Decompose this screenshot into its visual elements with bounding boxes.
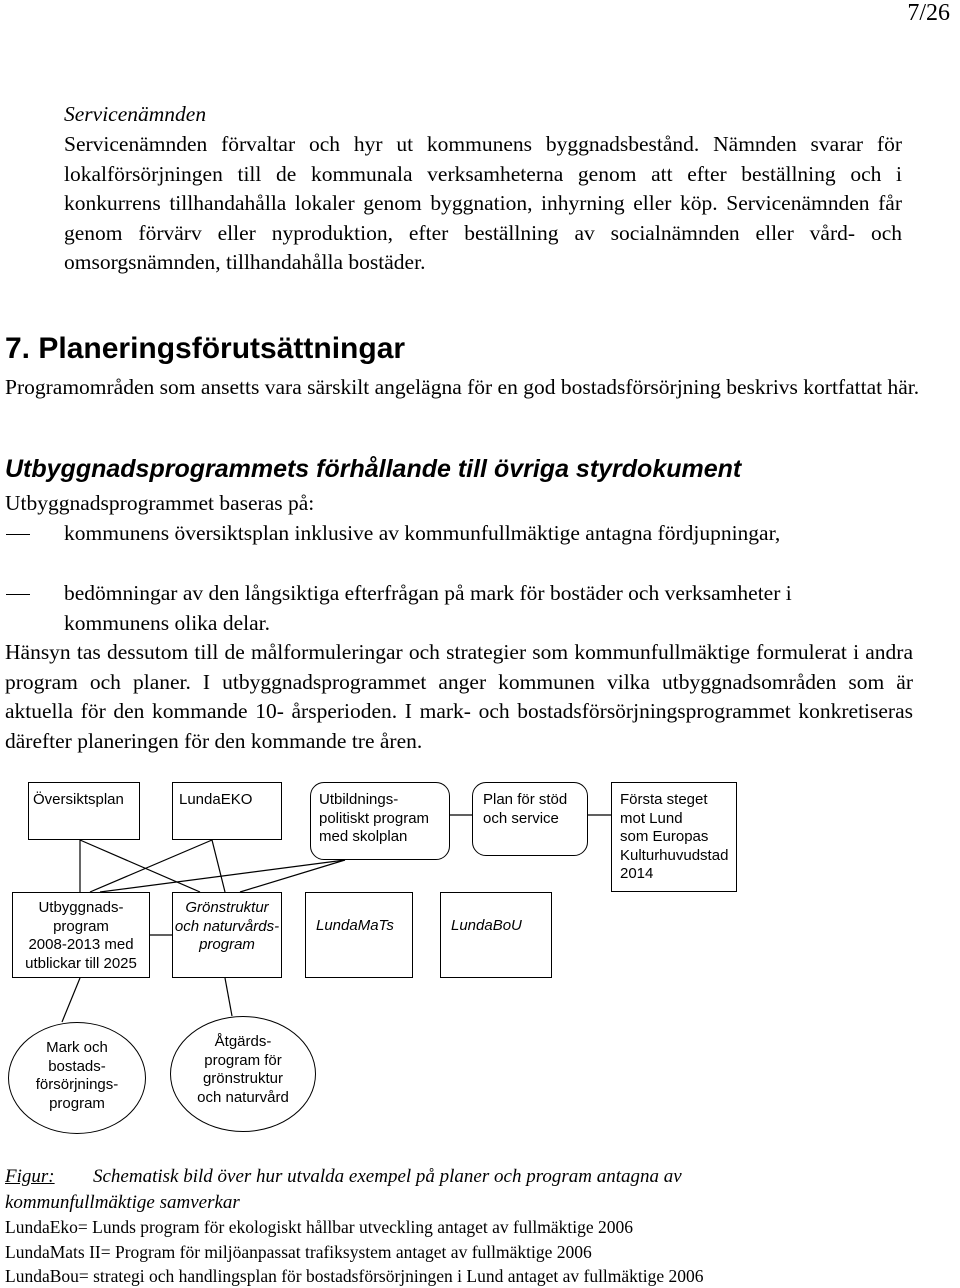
box-label: program för (204, 1051, 282, 1069)
servicenamnden-paragraph: Servicenämnden förvaltar och hyr ut kommunens byggnadsbestånd. Nämnden svarar för lokalförsörjningen till de kommunala verksamheterna genom att efter beställning och i konkurrens tillhandahålla lokaler genom byggnation, inhyrning eller köp. Servicenämnden får genom förvärv eller nyproduktion, efter beställning av socialnämnden eller vård- och omsorgsnämnden, tillhandahålla bostäder. (64, 132, 902, 274)
box-lundabou (440, 892, 552, 978)
box-label: bostads- (48, 1057, 106, 1075)
figure-caption: Schematisk bild över hur utvalda exempel på planer och program antagna av (93, 1166, 682, 1187)
box-gronstruktur (172, 892, 282, 978)
connector-line (62, 978, 80, 1022)
figure-note: LundaMats II= Program för miljöanpassat trafiksystem antaget av fullmäktige 2006 (5, 1242, 592, 1262)
styrdokument-intro: Utbyggnadsprogrammet baseras på: (5, 491, 315, 515)
figure-note: LundaEko= Lunds program för ekologiskt hållbar utveckling antaget av fullmäktige 2006 (5, 1217, 634, 1237)
box-label: Grönstruktur (185, 899, 269, 916)
box-label: program (53, 917, 109, 935)
box-utbyggnadsprogram (12, 892, 150, 978)
box-label: Översiktsplan (33, 791, 124, 808)
box-label: Första steget (620, 791, 708, 808)
box-lundaeko (172, 782, 282, 840)
box-label: program (49, 1094, 105, 1112)
box-label: och naturvård (197, 1088, 289, 1106)
box-label: med skolplan (319, 828, 408, 845)
box-label: Åtgärds- (214, 1033, 272, 1050)
connector-line (240, 860, 345, 892)
connector-line (225, 978, 232, 1016)
bullet-item: kommunens översiktsplan inklusive av kommunfullmäktige antagna fördjupningar, (64, 521, 781, 545)
box-utbildning (310, 782, 450, 860)
figure-caption: kommunfullmäktige samverkar (5, 1192, 240, 1213)
box-label: LundaEKO (179, 791, 253, 808)
box-label: försörjnings- (35, 1076, 119, 1093)
ellipse-atgardsprogram (170, 1016, 316, 1132)
box-label: utblickar till 2025 (25, 954, 137, 972)
connector-line (212, 840, 225, 892)
figure-label: Figur: (5, 1166, 55, 1187)
box-label: Plan för stöd (483, 791, 568, 808)
box-label: LundaBoU (451, 917, 522, 934)
box-plan-stod (472, 782, 588, 856)
box-label: som Europas (620, 828, 709, 845)
box-label: 2008-2013 med (28, 936, 134, 953)
connector-line (90, 840, 212, 892)
box-lundamats (305, 892, 413, 978)
styrdokument-heading: Utbyggnadsprogrammets förhållande till övriga styrdokument (5, 455, 742, 483)
box-label: Mark och (46, 1039, 108, 1056)
box-oversiktsplan (28, 782, 140, 840)
styrdokument-paragraph: Hänsyn tas dessutom till de målformuleringar och strategier som kommunfullmäktige formulerat i andra program och planer. I utbyggnadsprogrammet anger kommunen vilka utbyggnadsområden som är aktuella för den kommande 10- årsperioden. I mark- och bostadsförsörjningsprogrammet konkretiseras därefter planeringen för den kommande tre åren. (5, 640, 913, 753)
box-label: politiskt program (319, 809, 430, 827)
connector-line (80, 840, 200, 892)
box-label: grönstruktur (202, 1070, 284, 1087)
servicenamnden-heading: Servicenämnden (64, 102, 207, 126)
box-forsta-steget (611, 782, 737, 892)
box-label: och naturvårds- (174, 917, 280, 935)
bullet-item: bedömningar av den långsiktiga efterfrågan på mark för bostäder och verksamheter i kommunens olika delar. (64, 581, 792, 635)
box-label: program (199, 936, 255, 953)
section-paragraph: Programområden som ansetts vara särskilt angelägna för en god bostadsförsörjning beskrivs kortfattat här. (5, 375, 920, 399)
box-label: 2014 (620, 865, 654, 882)
box-label: LundaMaTs (316, 917, 394, 934)
box-label: Kulturhuvudstad (620, 846, 729, 864)
box-label: Utbyggnads- (38, 899, 124, 916)
box-label: och service (483, 809, 559, 827)
ellipse-mark-bostad (8, 1022, 146, 1134)
section-heading: 7. Planeringsförutsättningar (5, 332, 406, 365)
figure-note: LundaBou= strategi och handlingsplan för bostadsförsörjningen i Lund antaget av fullmäktige 2006 (5, 1266, 704, 1286)
box-label: mot Lund (620, 809, 683, 827)
page-number: 7/26 (907, 0, 950, 26)
box-label: Utbildnings- (319, 791, 399, 808)
